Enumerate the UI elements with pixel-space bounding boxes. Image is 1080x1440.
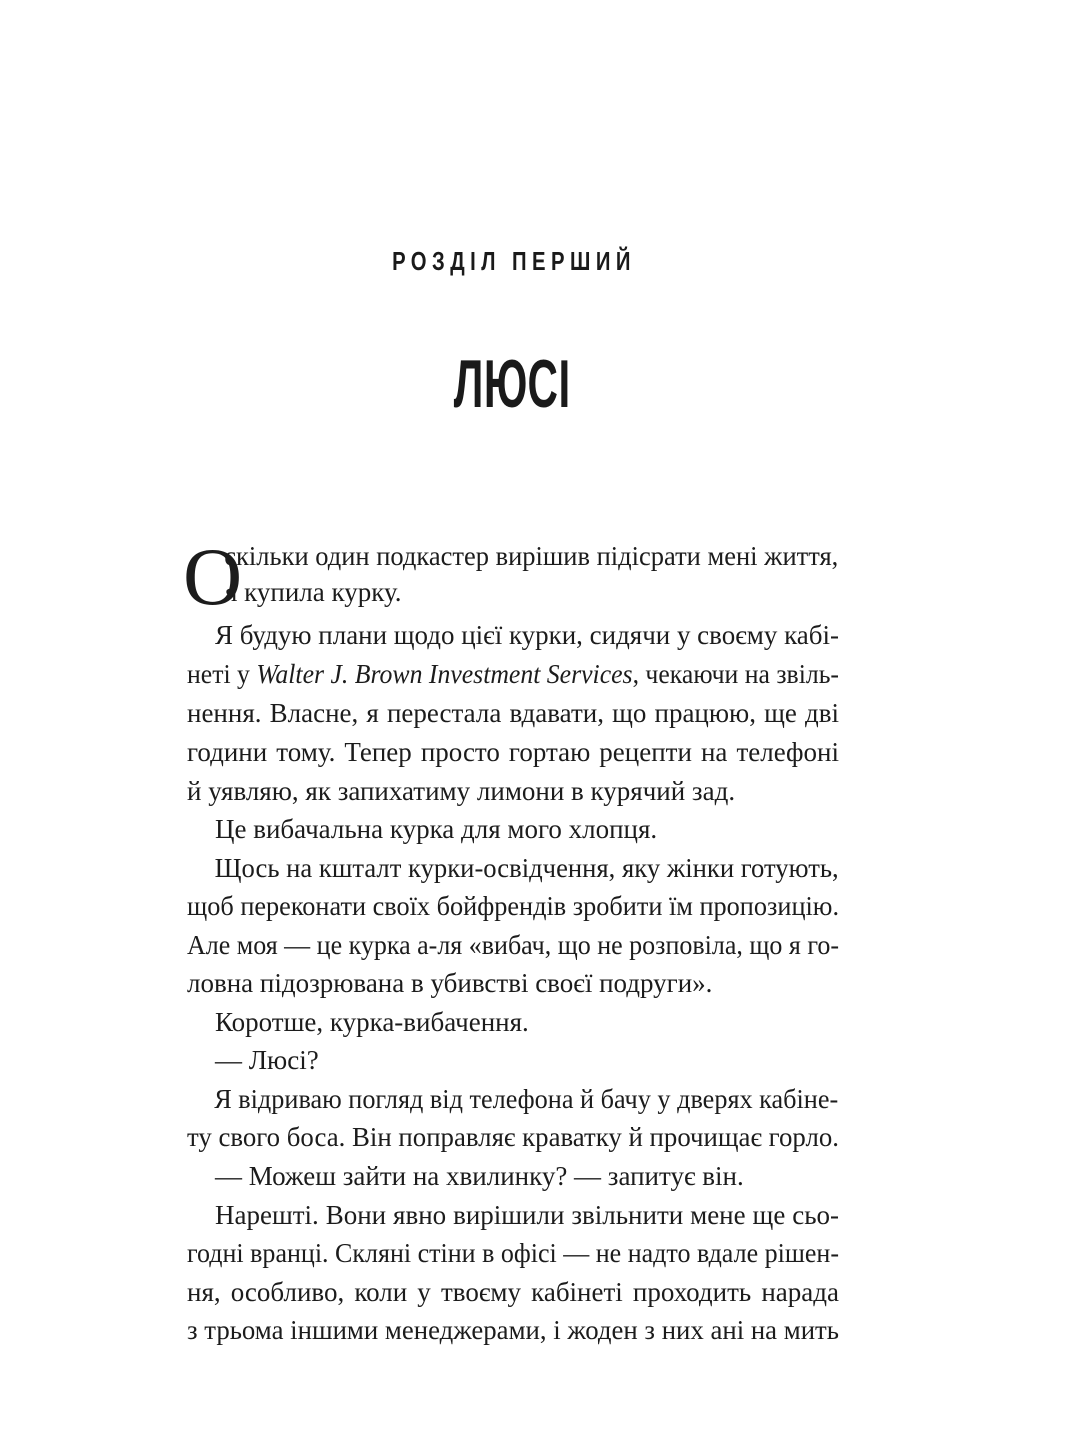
text-line: з трьома іншими менеджерами, і жоден з них ані на мить (187, 1315, 839, 1345)
text-line: ту свого боса. Він поправляє краватку й прочищає горло. (187, 1122, 839, 1152)
text-line: нення. Власне, я перестала вдавати, що працюю, ще дві (187, 698, 839, 728)
text-line: — Люсі? (215, 1045, 319, 1075)
text-line: я купила курку. (225, 577, 402, 607)
text-fragment: , чекаючи на звіль- (632, 659, 840, 689)
drop-cap: О (183, 531, 243, 622)
text-line: Але моя — це курка а-ля «вибач, що не розповіла, що я го- (187, 930, 839, 960)
text-line: Щось на кшталт курки-освідчення, яку жінки готують, (214, 853, 839, 883)
chapter-label: РОЗДІЛ ПЕРШИЙ (392, 246, 636, 276)
text-line-italic-company (187, 656, 839, 692)
company-name: Walter J. Brown Investment Services (256, 659, 633, 689)
text-line: — Можеш зайти на хвилинку? — запитує він. (215, 1161, 744, 1191)
chapter-title: ЛЮСІ (453, 346, 571, 422)
text-line: й уявляю, як запихатиму лимони в курячий зад. (187, 776, 736, 806)
text-line: щоб переконати своїх бойфрендів зробити їм пропозицію. (187, 891, 840, 921)
text-line: ловна підозрювана в убивстві своєї подруги». (187, 968, 713, 998)
text-line: години тому. Тепер просто гортаю рецепти на телефоні (187, 737, 839, 767)
text-line: Нарешті. Вони явно вирішили звільнити мене ще сьо- (215, 1200, 839, 1230)
text-line: ня, особливо, коли у твоєму кабінеті проходить нарада (187, 1277, 839, 1307)
text-fragment: неті у (187, 659, 257, 689)
text-line: Я відриваю погляд від телефона й бачу у дверях кабіне- (214, 1084, 839, 1114)
text-line: Коротше, курка-вибачення. (215, 1007, 529, 1037)
text-line: скільки один подкастер вирішив підісрати мені життя, (224, 541, 839, 571)
text-line: Я будую плани щодо цієї курки, сидячи у своєму кабі- (214, 620, 839, 650)
text-line: Це вибачальна курка для мого хлопця. (215, 814, 658, 844)
text-line: годні вранці. Скляні стіни в офісі — не надто вдале рішен- (187, 1238, 840, 1268)
